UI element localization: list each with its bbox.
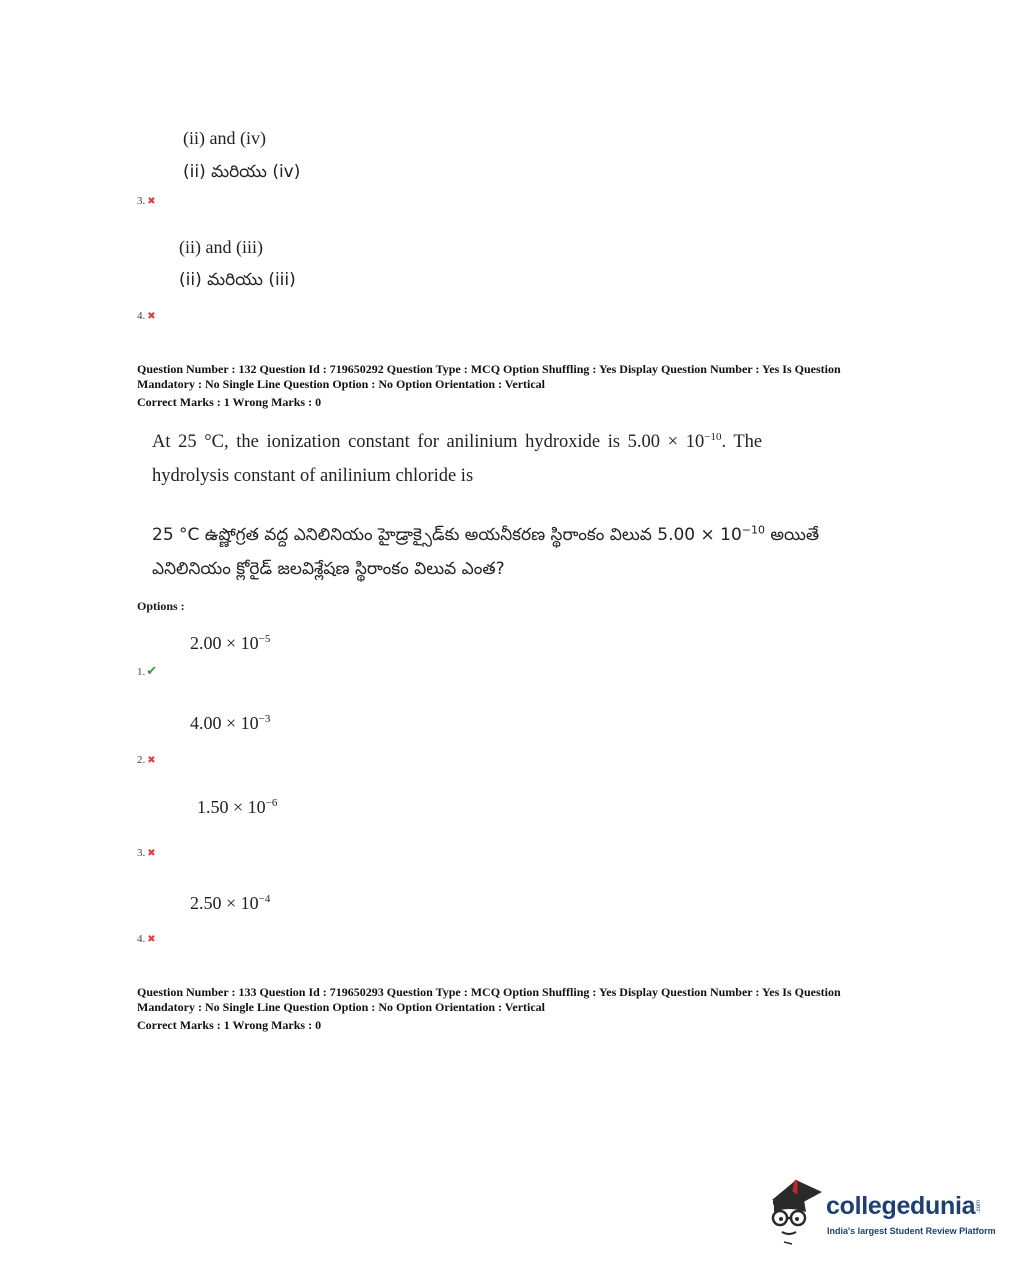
- question-text: . The: [721, 432, 763, 452]
- question-133-meta: [137, 985, 917, 1033]
- option-3-marker: [137, 843, 156, 861]
- question-132-text-en: [152, 425, 832, 493]
- question-text: 25 °C ఉష్ణోగ్రత వద్ద ఎనిలినియం హైడ్రాక్సైడ్‌కు అయనీకరణ స్థిరాంకం విలువ 5.00 × 10: [152, 525, 742, 545]
- question-text: At 25 °C, the ionization constant for anilinium hydroxide is 5.00 × 10: [152, 432, 705, 452]
- meta-line: Question Number : 133 Question Id : 719650293 Question Type : MCQ Option Shuffling : Yes Display Question Number : Yes Is Question: [137, 985, 841, 999]
- mascot-icon: [766, 1178, 824, 1246]
- prev-option-4-marker: [137, 306, 156, 324]
- logo-domain: .com: [976, 1199, 983, 1213]
- wrong-icon: ✖: [147, 848, 156, 859]
- question-text: ఎనిలినియం క్లోరైడ్ జలవిశ్లేషణ స్థిరాంకం విలువ ఎంత?: [152, 559, 505, 579]
- prev-option-3-en: (ii) and (iv): [183, 128, 266, 148]
- question-132-meta: [137, 362, 917, 410]
- option-2-value: $4.00 \times 10^{-3}$: [190, 713, 271, 733]
- option-number: 3.: [137, 195, 146, 207]
- prev-option-3-te: (ii) మరియు (iv): [183, 162, 301, 182]
- option-2-marker: [137, 750, 156, 768]
- option-3-value: $1.50 \times 10^{-6}$: [197, 797, 278, 817]
- question-132-text-te: [152, 518, 852, 586]
- exponent: −10: [704, 430, 722, 443]
- prev-option-3-marker: [137, 191, 156, 209]
- meta-line: Correct Marks : 1 Wrong Marks : 0: [137, 395, 322, 409]
- question-text: hydrolysis constant of anilinium chloride is: [152, 466, 474, 486]
- meta-line: Mandatory : No Single Line Question Option : No Option Orientation : Vertical: [137, 377, 546, 391]
- option-4-marker: [137, 929, 156, 947]
- options-label: Options :: [137, 599, 185, 613]
- logo-wordmark: [826, 1192, 982, 1221]
- meta-line: Question Number : 132 Question Id : 719650292 Question Type : MCQ Option Shuffling : Yes Display Question Number : Yes Is Question: [137, 362, 841, 376]
- option-number: 4.: [137, 310, 146, 322]
- meta-line: Correct Marks : 1 Wrong Marks : 0: [137, 1018, 322, 1032]
- logo-tagline: India's largest Student Review Platform: [827, 1226, 996, 1236]
- wrong-icon: ✖: [147, 196, 156, 207]
- option-1-value: $2.00 \times 10^{-5}$: [190, 633, 271, 653]
- correct-icon: ✔: [146, 664, 158, 679]
- meta-line: Mandatory : No Single Line Question Option : No Option Orientation : Vertical: [137, 1000, 546, 1014]
- option-1-marker: [137, 662, 157, 680]
- option-number: 4.: [137, 933, 146, 945]
- logo-name: collegedunia: [826, 1192, 976, 1220]
- option-number: 1.: [137, 666, 146, 678]
- wrong-icon: ✖: [147, 755, 156, 766]
- wrong-icon: ✖: [147, 311, 156, 322]
- question-text: అయితే: [765, 525, 820, 545]
- option-4-value: $2.50 \times 10^{-4}$: [190, 893, 271, 913]
- collegedunia-logo: [766, 1178, 996, 1248]
- prev-option-4-te: (ii) మరియు (iii): [179, 270, 296, 290]
- prev-option-4-en: (ii) and (iii): [179, 237, 263, 257]
- option-number: 3.: [137, 847, 146, 859]
- wrong-icon: ✖: [147, 934, 156, 945]
- option-number: 2.: [137, 754, 146, 766]
- exponent: −10: [741, 523, 766, 537]
